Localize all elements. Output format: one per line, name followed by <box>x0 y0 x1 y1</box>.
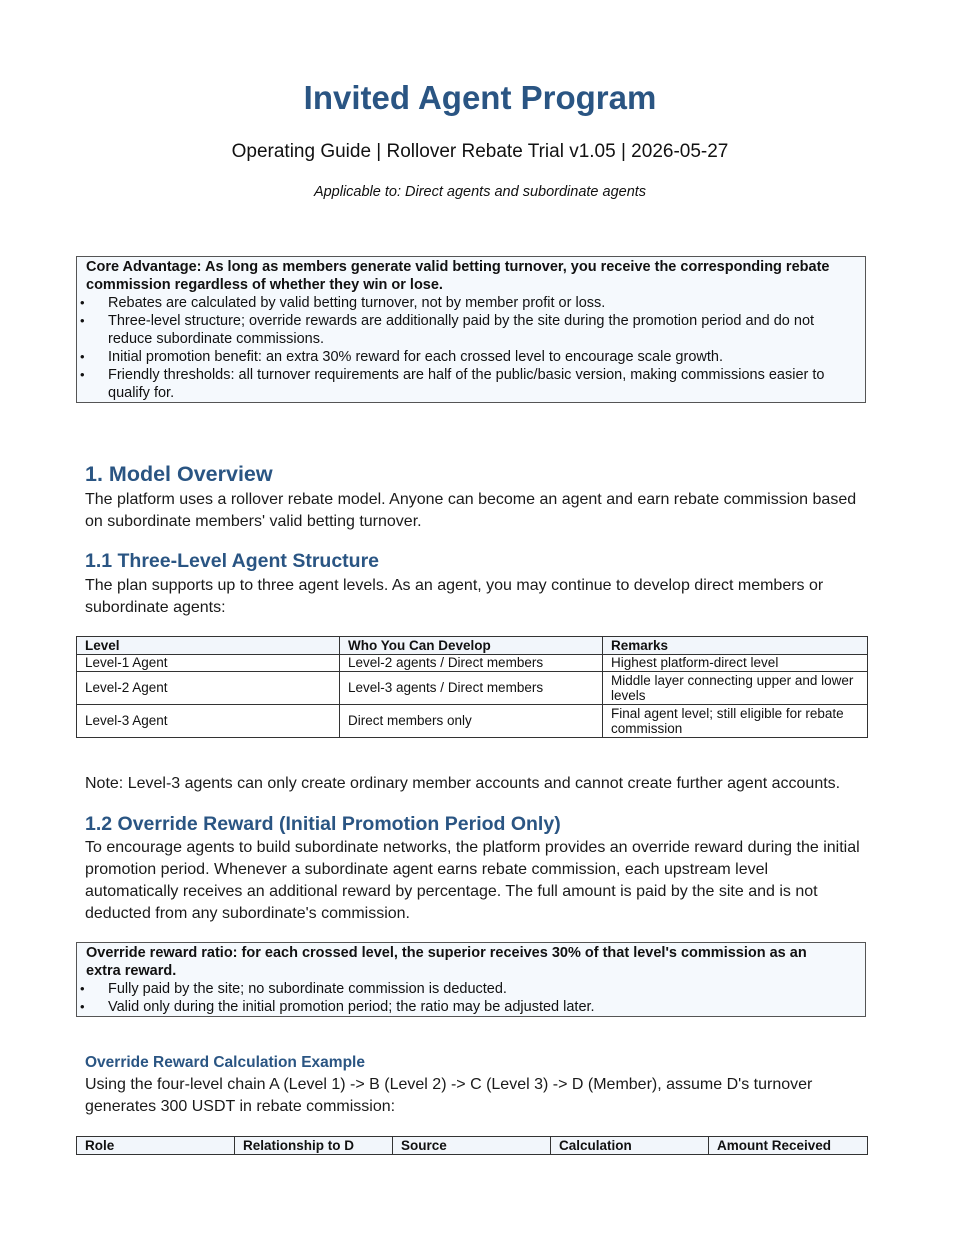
page-subtitle: Operating Guide | Rollover Rebate Trial v1.05 | 2026-05-27 <box>231 141 729 162</box>
callout-bullet-item <box>77 980 865 998</box>
table-cell: Direct members only <box>340 705 603 738</box>
bullet-icon: • <box>80 349 85 364</box>
column-header-remarks: Remarks <box>603 637 868 655</box>
table-header-row <box>77 1137 868 1155</box>
table-header-row <box>77 637 868 655</box>
column-header-amount: Amount Received <box>709 1137 868 1155</box>
override-example-table <box>76 1136 868 1155</box>
table-cell: Level-3 agents / Direct members <box>340 672 603 705</box>
table-cell: Level-2 Agent <box>77 672 340 705</box>
callout-lead: Core Advantage: As long as members generate valid betting turnover, you receive the corresponding rebate commission regardless of whether they win or lose. <box>86 259 830 293</box>
callout-bullet-list <box>77 980 865 1016</box>
override-ratio-callout <box>76 942 866 1017</box>
bullet-text: Rebates are calculated by valid betting turnover, not by member profit or loss. <box>108 295 606 311</box>
bullet-icon: • <box>80 999 85 1014</box>
section-heading-override-reward: 1.2 Override Reward (Initial Promotion Period Only) <box>85 813 561 835</box>
callout-bullet-item <box>77 998 865 1016</box>
model-overview-text: The platform uses a rollover rebate model. Anyone can become an agent and earn rebate commission based on subordinate members' valid betting turnover. <box>85 491 857 530</box>
section-heading-three-level: 1.1 Three-Level Agent Structure <box>85 550 380 572</box>
example-text: Using the four-level chain A (Level 1) -> B (Level 2) -> C (Level 3) -> D (Member), assume D's turnover generates 300 USDT in rebate commission: <box>85 1076 813 1115</box>
section-heading-model-overview: 1. Model Overview <box>85 462 273 486</box>
table-row <box>77 672 868 705</box>
level-3-note: Note: Level-3 agents can only create ordinary member accounts and cannot create further agent accounts. <box>85 775 841 792</box>
callout-bullet-item <box>77 294 865 312</box>
table-cell: Level-1 Agent <box>77 655 340 672</box>
page-title: Invited Agent Program <box>303 79 657 116</box>
table-cell: Level-2 agents / Direct members <box>340 655 603 672</box>
column-header-relationship: Relationship to D <box>235 1137 393 1155</box>
bullet-text: Friendly thresholds: all turnover requirements are half of the public/basic version, making commissions easier to qualify for. <box>108 367 825 401</box>
bullet-icon: • <box>80 367 85 382</box>
table-row <box>77 655 868 672</box>
bullet-text: Initial promotion benefit: an extra 30% reward for each crossed level to encourage scale growth. <box>108 349 723 365</box>
callout-bullet-list <box>77 294 865 402</box>
callout-lead: Override reward ratio: for each crossed level, the superior receives 30% of that level's commission as an extra reward. <box>86 945 807 979</box>
bullet-text: Valid only during the initial promotion period; the ratio may be adjusted later. <box>108 999 595 1015</box>
core-advantage-callout <box>76 256 866 403</box>
column-header-calculation: Calculation <box>551 1137 709 1155</box>
table-row <box>77 705 868 738</box>
bullet-text: Three-level structure; override rewards are additionally paid by the site during the promotion period and do not reduce subordinate commissions. <box>108 313 815 347</box>
bullet-icon: • <box>80 981 85 996</box>
bullet-icon: • <box>80 295 85 310</box>
callout-bullet-item <box>77 348 865 366</box>
applicable-note: Applicable to: Direct agents and subordinate agents <box>313 184 647 200</box>
three-level-text: The plan supports up to three agent levels. As an agent, you may continue to develop direct members or subordinate agents: <box>85 577 824 616</box>
column-header-role: Role <box>77 1137 235 1155</box>
callout-bullet-item <box>77 312 865 348</box>
column-header-source: Source <box>393 1137 551 1155</box>
bullet-icon: • <box>80 313 85 328</box>
override-reward-text: To encourage agents to build subordinate networks, the platform provides an override reward during the initial promotion period. Whenever a subordinate agent earns rebate commission, each upstream level automatically receives an additional reward by percentage. The full amount is paid by the site and is not deducted from any subordinate's commission. <box>85 839 860 922</box>
table-cell: Highest platform-direct level <box>603 655 868 672</box>
table-cell: Final agent level; still eligible for rebate commission <box>603 705 868 738</box>
column-header-who: Who You Can Develop <box>340 637 603 655</box>
column-header-level: Level <box>77 637 340 655</box>
table-cell: Middle layer connecting upper and lower levels <box>603 672 868 705</box>
agent-level-table <box>76 636 868 738</box>
callout-bullet-item <box>77 366 865 402</box>
table-cell: Level-3 Agent <box>77 705 340 738</box>
example-heading: Override Reward Calculation Example <box>85 1054 365 1071</box>
bullet-text: Fully paid by the site; no subordinate commission is deducted. <box>108 981 507 997</box>
